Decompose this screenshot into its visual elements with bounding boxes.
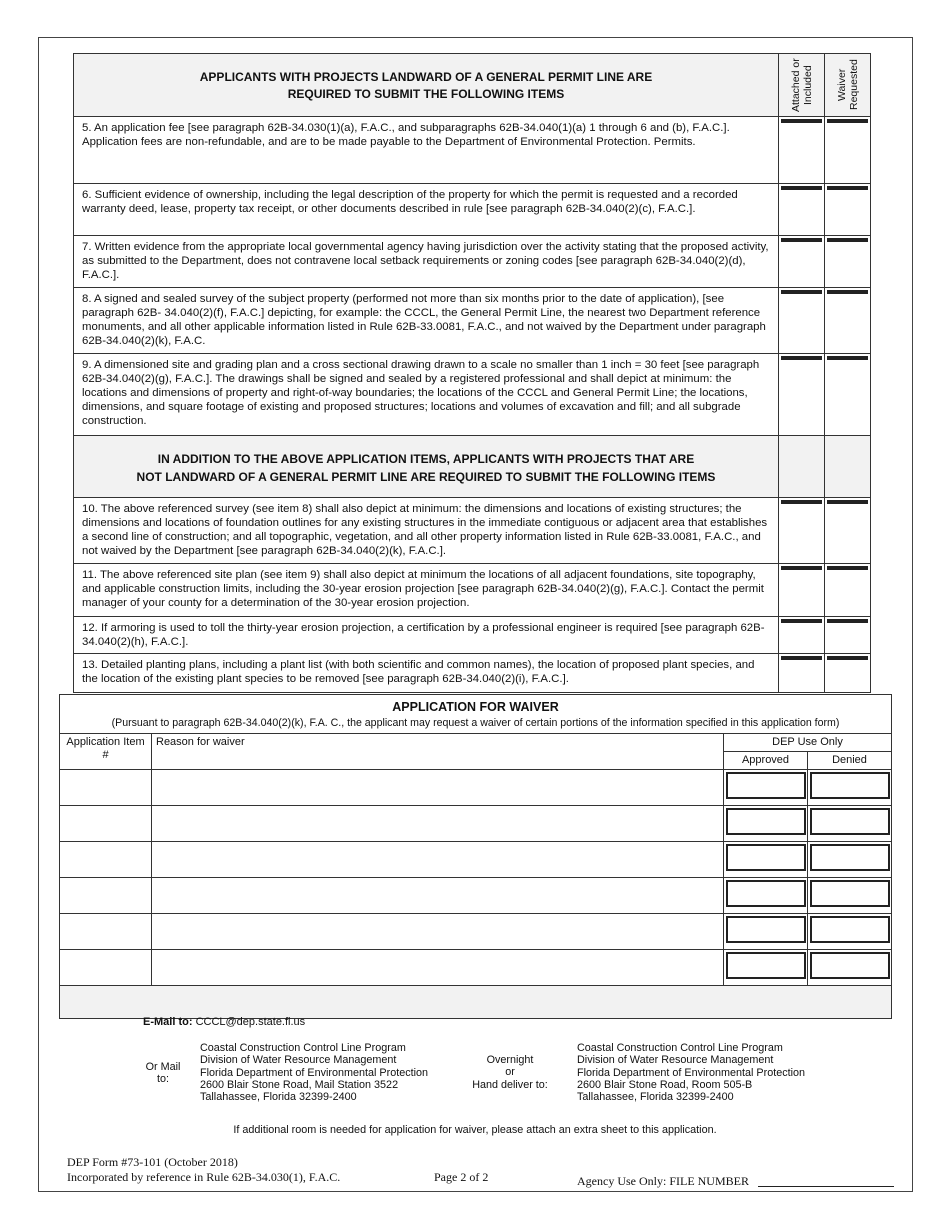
sub-header-row	[74, 436, 871, 498]
reason-input[interactable]	[152, 806, 724, 842]
item-text: 5. An application fee [see paragraph 62B-34.030(1)(a), F.A.C., and subparagraphs 62B-34.040(1)(a) 1 through 6 and (b), F.A.C.]. Application fees are non-refundable, and are to be made payable to the Department of Environmental Protection. Permits.	[74, 117, 779, 184]
waiver-footer-row	[60, 986, 892, 1019]
reason-input[interactable]	[152, 878, 724, 914]
mail-address: Coastal Construction Control Line Program Division of Water Resource Management Florida Department of Environmental Protection 2600 Blair Stone Road, Mail Station 3522 Tallahassee, Florida 32399-2400	[200, 1042, 429, 1104]
waiver-checkbox[interactable]	[827, 356, 868, 360]
additional-room-note: If additional room is needed for application for waiver, please attach an extra sheet to this application.	[233, 1124, 717, 1136]
waiver-checkbox[interactable]	[827, 619, 868, 623]
denied-checkbox[interactable]	[810, 772, 890, 799]
item-number-input[interactable]	[60, 770, 152, 806]
form-number: DEP Form #73-101 (October 2018)	[67, 1155, 238, 1169]
attached-checkbox[interactable]	[781, 356, 822, 360]
item-number-input[interactable]	[60, 878, 152, 914]
email-address[interactable]: CCCL@dep.state.fl.us	[195, 1016, 306, 1028]
item-number-input[interactable]	[60, 842, 152, 878]
approved-checkbox[interactable]	[726, 916, 806, 943]
waiver-table	[59, 694, 892, 1019]
items-header	[74, 54, 779, 117]
item-row-11	[74, 564, 871, 617]
item-text: 8. A signed and sealed survey of the subject property (performed not more than six months prior to the date of application), [see paragraph 62B- 34.040(2)(f), F.A.C.] depicting, for example: the CCCL, the General Permit Line, the nearest two Department reference monuments, and all other applicable information listed in Rule 62B-33.0081, F.A.C., and not waived by the Department under paragraph 62B-34.040(2)(k), F.A.C.	[74, 288, 779, 354]
email-label: E-Mail to:	[143, 1016, 193, 1028]
reason-input[interactable]	[152, 770, 724, 806]
denied-checkbox[interactable]	[810, 844, 890, 871]
waiver-row	[60, 842, 892, 878]
waiver-subtitle: (Pursuant to paragraph 62B-34.040(2)(k), F.A. C., the applicant may request a waiver of certain portions of the information specified in this application form)	[111, 717, 840, 729]
waiver-checkbox[interactable]	[827, 566, 868, 570]
item-text: 9. A dimensioned site and grading plan and a cross sectional drawing drawn to a scale no smaller than 1 inch = 30 feet [see paragraph 62B-34.040(2)(g), F.A.C.]. The drawings shall be signed and sealed by a registered professional and shall depict at minimum: the locations and dimensions of property and right-of-way boundaries; the locations of the CCCL and General Permit Line; the locations, dimensions, and square footage of existing and proposed structures; locations and volumes of excavation and fill; and all subgrade construction.	[74, 354, 779, 436]
approved-checkbox[interactable]	[726, 772, 806, 799]
waiver-checkbox[interactable]	[827, 119, 868, 123]
waiver-row	[60, 770, 892, 806]
denied-checkbox[interactable]	[810, 952, 890, 979]
reason-input[interactable]	[152, 914, 724, 950]
attached-checkbox[interactable]	[781, 500, 822, 504]
attached-header: Attached or Included	[789, 58, 814, 112]
col-reason: Reason for waiver	[152, 734, 724, 770]
item-number-input[interactable]	[60, 806, 152, 842]
item-row-5	[74, 117, 871, 184]
attached-checkbox[interactable]	[781, 619, 822, 623]
waiver-checkbox[interactable]	[827, 656, 868, 660]
items-header-row	[74, 54, 871, 117]
required-items-table	[73, 53, 871, 693]
form-info	[67, 1155, 340, 1185]
denied-checkbox[interactable]	[810, 880, 890, 907]
overnight-address: Coastal Construction Control Line Program Division of Water Resource Management Florida Department of Environmental Protection 2600 Blair Stone Road, Room 505-B Tallahassee, Florida 32399-2400	[577, 1042, 806, 1104]
waiver-checkbox[interactable]	[827, 290, 868, 294]
dep-use-only: DEP Use Only	[724, 734, 892, 752]
item-number-input[interactable]	[60, 950, 152, 986]
waiver-checkbox[interactable]	[827, 238, 868, 242]
col-denied: Denied	[808, 752, 892, 770]
approved-checkbox[interactable]	[726, 880, 806, 907]
items-header-line2: REQUIRED TO SUBMIT THE FOLLOWING ITEMS	[287, 87, 565, 101]
attached-checkbox[interactable]	[781, 656, 822, 660]
waiver-title-cell	[60, 695, 892, 734]
item-row-13	[74, 654, 871, 693]
waiver-row	[60, 950, 892, 986]
mail-label: Or Mail to:	[145, 1061, 181, 1086]
waiver-row	[60, 878, 892, 914]
attached-checkbox[interactable]	[781, 119, 822, 123]
waiver-header-cell	[825, 54, 871, 117]
item-row-8	[74, 288, 871, 354]
attached-checkbox[interactable]	[781, 290, 822, 294]
agency-use-label: Agency Use Only: FILE NUMBER	[577, 1174, 749, 1188]
attached-checkbox[interactable]	[781, 238, 822, 242]
col-application-item: Application Item #	[60, 734, 152, 770]
incorporated-by: Incorporated by reference in Rule 62B-34.030(1), F.A.C.	[67, 1170, 341, 1184]
item-row-12	[74, 617, 871, 654]
sub-header-line2: NOT LANDWARD OF A GENERAL PERMIT LINE ARE REQUIRED TO SUBMIT THE FOLLOWING ITEMS	[136, 470, 716, 484]
waiver-title-row	[60, 695, 892, 734]
sub-header-line1: IN ADDITION TO THE ABOVE APPLICATION ITEMS, APPLICANTS WITH PROJECTS THAT ARE	[157, 452, 695, 466]
item-number-input[interactable]	[60, 914, 152, 950]
item-text: 12. If armoring is used to toll the thirty-year erosion projection, a certification by a professional engineer is required [see paragraph 62B-34.040(2)(h), F.A.C.].	[74, 617, 779, 654]
reason-input[interactable]	[152, 950, 724, 986]
waiver-requested-header: Waiver Requested	[835, 59, 860, 111]
approved-checkbox[interactable]	[726, 952, 806, 979]
item-row-10	[74, 498, 871, 564]
waiver-header-row	[60, 734, 892, 752]
email-line	[143, 1016, 305, 1028]
attached-checkbox[interactable]	[781, 566, 822, 570]
item-row-7	[74, 236, 871, 288]
waiver-row	[60, 806, 892, 842]
waiver-checkbox[interactable]	[827, 500, 868, 504]
attached-header-cell	[779, 54, 825, 117]
item-text: 7. Written evidence from the appropriate local governmental agency having jurisdiction over the activity stating that the proposed activity, as submitted to the Department, does not contravene local setback requirements or zoning codes [see paragraph 62B-34.040(2)(d), F.A.C.].	[74, 236, 779, 288]
overnight-label: Overnight or Hand deliver to:	[472, 1054, 548, 1091]
denied-checkbox[interactable]	[810, 916, 890, 943]
waiver-title: APPLICATION FOR WAIVER	[392, 700, 559, 714]
waiver-checkbox[interactable]	[827, 186, 868, 190]
col-approved: Approved	[724, 752, 808, 770]
item-text: 11. The above referenced site plan (see item 9) shall also depict at minimum the locations of all adjacent foundations, site topography, and applicable construction limits, including the 30-year erosion projection [see paragraph 62B-34.040(2)(g), F.A.C.]. Contact the permit manager of your county for a determination of the 30-year erosion projection.	[74, 564, 779, 617]
reason-input[interactable]	[152, 842, 724, 878]
attached-checkbox[interactable]	[781, 186, 822, 190]
sub-header	[74, 436, 779, 498]
item-text: 6. Sufficient evidence of ownership, including the legal description of the property for which the permit is requested and a recorded warranty deed, lease, property tax receipt, or other documents described in rule [see paragraph 62B-34.040(2)(c), F.A.C.].	[74, 184, 779, 236]
waiver-row	[60, 914, 892, 950]
page-number: Page 2 of 2	[434, 1170, 489, 1184]
items-header-line1: APPLICANTS WITH PROJECTS LANDWARD OF A GENERAL PERMIT LINE ARE	[199, 70, 653, 84]
item-row-9	[74, 354, 871, 436]
file-number-field[interactable]	[758, 1186, 894, 1187]
approved-checkbox[interactable]	[726, 808, 806, 835]
item-text: 13. Detailed planting plans, including a plant list (with both scientific and common names), the location of proposed plant species, and the location of the existing plant species to be removed [see paragraph 62B-34.040(2)(i), F.A.C.].	[74, 654, 779, 693]
denied-checkbox[interactable]	[810, 808, 890, 835]
item-row-6	[74, 184, 871, 236]
approved-checkbox[interactable]	[726, 844, 806, 871]
item-text: 10. The above referenced survey (see item 8) shall also depict at minimum: the dimensions and locations of existing structures; the dimensions and locations of foundation outlines for any existing structures in the immediate contiguous or adjacent area that establishes a second line of construction; and all topographic, vegetation, and all other property information listed in Rule 62B-33.0081, F.A.C., and not waived by the Department [see paragraph 62B-34.040(2)(k), F.A.C.].	[74, 498, 779, 564]
